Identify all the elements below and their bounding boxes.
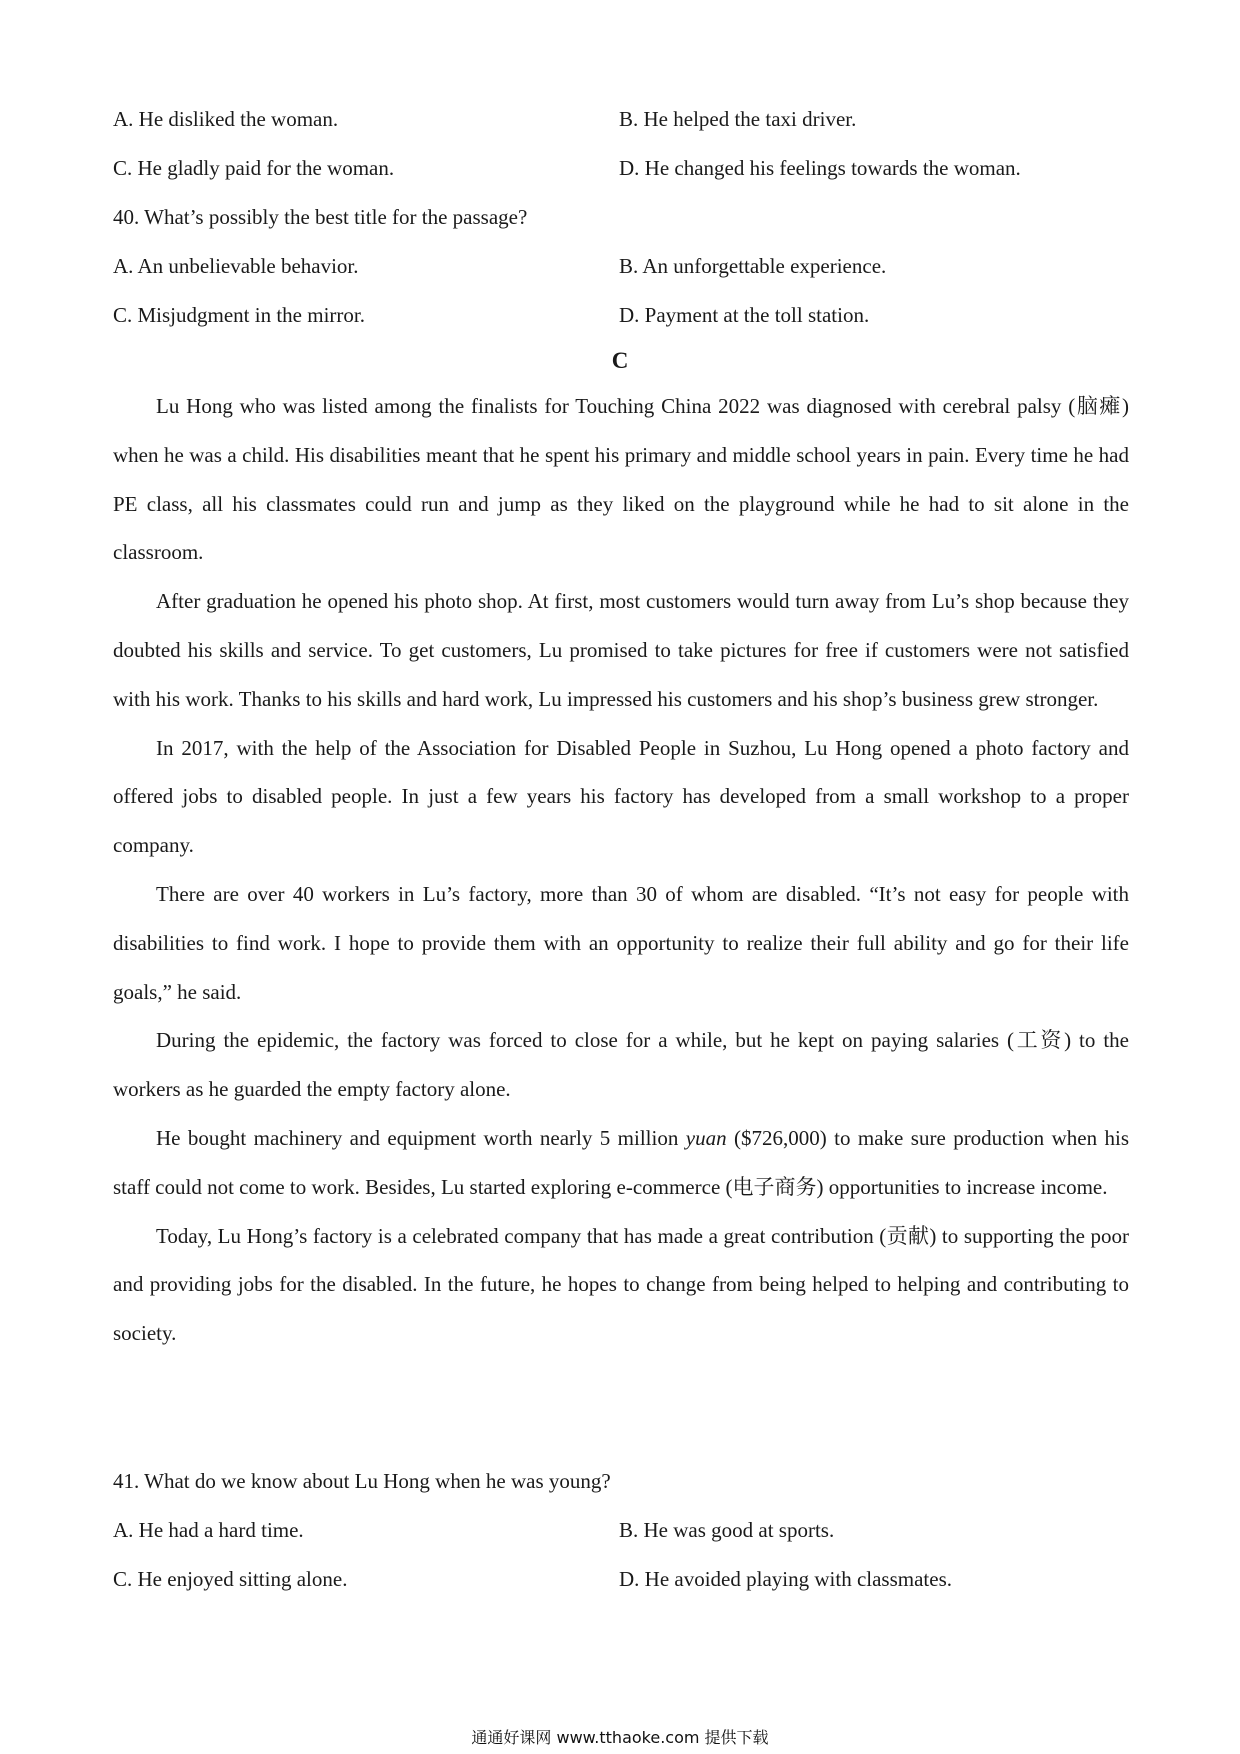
passage-paragraph-2: After graduation he opened his photo shop. At first, most customers would turn away from Lu’s shop because they doubted his skills and service. To get customers, Lu promised to take pictures for free if customers were not satisfied with his work. Thanks to his skills and hard work, Lu impressed his customers and his shop’s business grew stronger. [113,589,1129,711]
q40-options-row-1 [113,246,1133,286]
q39-option-a: A. He disliked the woman. [113,107,339,131]
paragraph-6-text-start: He bought machinery and equipment worth nearly 5 million [156,1125,686,1150]
paragraph-6-text-end: ($726,000) to make sure production when his staff could not come to work. Besides, Lu started exploring e-commerce (电子商务) opportunities to increase income. [113,1125,1129,1199]
q40-option-d: D. Payment at the toll station. [619,303,870,327]
page-footer: 通通好课网 www.tthaoke.com 提供下载 [471,1728,769,1747]
passage-paragraph-3: In 2017, with the help of the Association for Disabled People in Suzhou, Lu Hong opened a photo factory and offered jobs to disabled people. In just a few years his factory has developed from a small workshop to a proper company. [113,735,1129,858]
passage-paragraph-7: Today, Lu Hong’s factory is a celebrated company that has made a great contribution (贡献) to supporting the poor and providing jobs for the disabled. In the future, he hopes to change from being helped to helping and contributing to society. [113,1223,1129,1346]
q40-option-a: A. An unbelievable behavior. [113,254,359,278]
q41-options-row-1 [113,1510,1133,1550]
q41-option-a: A. He had a hard time. [113,1518,304,1542]
q40-question: 40. What’s possibly the best title for the passage? [113,205,528,229]
paragraph-6-italic-word: yuan [685,1125,727,1150]
q41-options-row-2 [113,1559,1133,1599]
q39-option-c: C. He gladly paid for the woman. [113,156,395,180]
q39-option-b: B. He helped the taxi driver. [619,107,857,131]
passage-paragraph-1: Lu Hong who was listed among the finalists for Touching China 2022 was diagnosed with cerebral palsy (脑瘫) when he was a child. His disabilities meant that he spent his primary and middle school years in pain. Every time he had PE class, all his classmates could run and jump as they liked on the playground while he had to sit alone in the classroom. [113,394,1129,565]
passage-paragraph-4: There are over 40 workers in Lu’s factory, more than 30 of whom are disabled. “It’s not easy for people with disabilities to find work. I hope to provide them with an opportunity to realize their full ability and go for their life goals,” he said. [113,881,1129,1004]
q41-option-b: B. He was good at sports. [619,1518,835,1542]
q40-option-c: C. Misjudgment in the mirror. [113,303,365,327]
q40-option-b: B. An unforgettable experience. [619,254,887,278]
passage-c [113,382,1129,1358]
q39-options-row-1 [113,99,1133,139]
q41-option-d: D. He avoided playing with classmates. [619,1567,953,1591]
q39-options-row-2 [113,148,1133,188]
q41-option-c: C. He enjoyed sitting alone. [113,1567,348,1591]
section-c-heading: C [611,348,629,373]
passage-paragraph-5: During the epidemic, the factory was forced to close for a while, but he kept on paying salaries (工资) to the workers as he guarded the empty factory alone. [113,1028,1129,1102]
passage-paragraph-6 [113,1114,1129,1212]
q40-options-row-2 [113,295,1133,335]
q41-question: 41. What do we know about Lu Hong when he was young? [113,1469,611,1493]
q39-option-d: D. He changed his feelings towards the woman. [619,156,1021,180]
